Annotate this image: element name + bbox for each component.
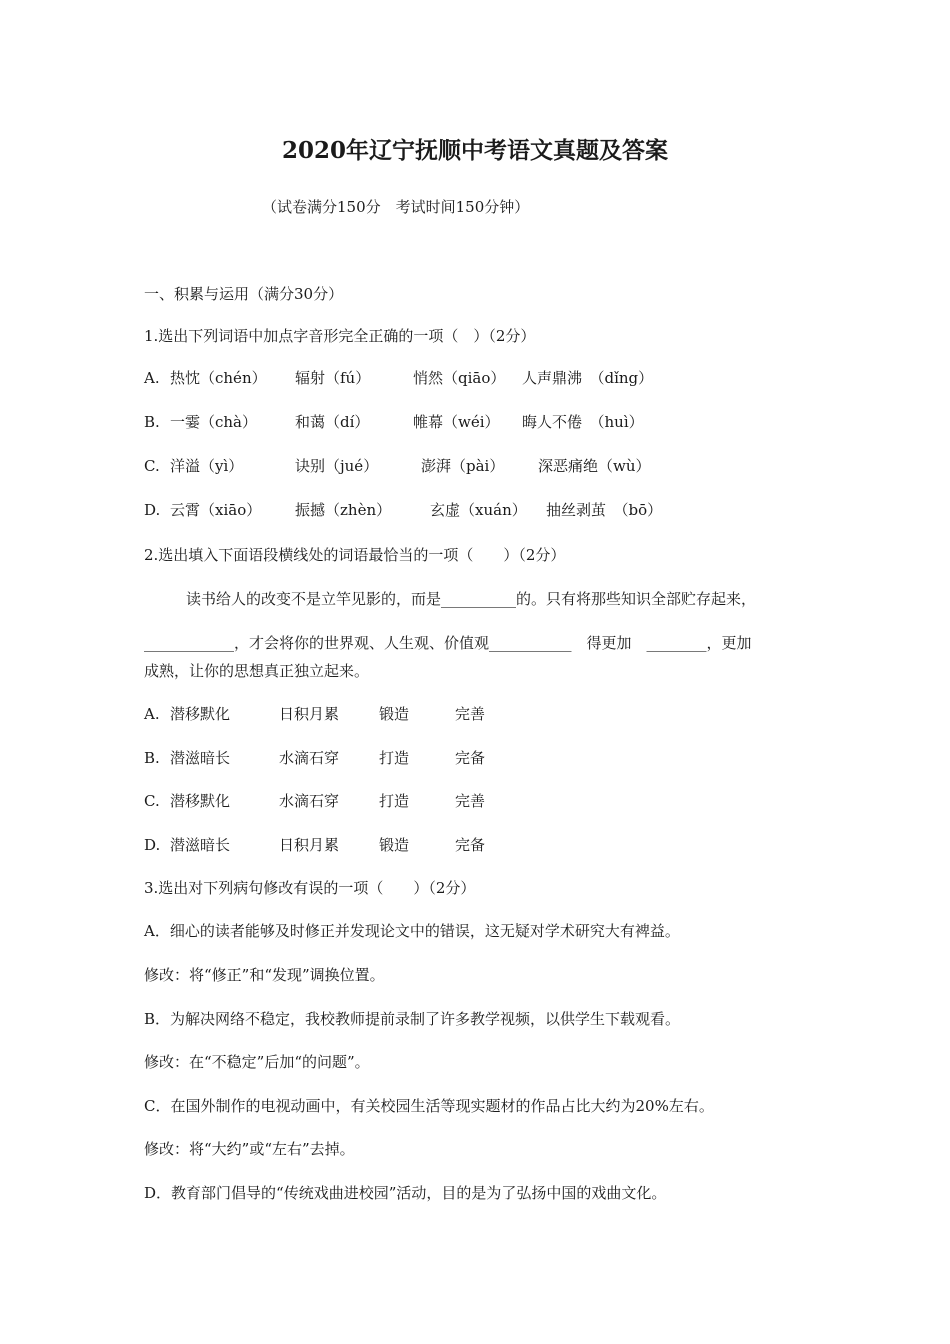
option-item: 深恶痛绝（wù） [538,457,651,475]
option-label: B. [144,749,160,767]
option-label: C. [144,792,160,810]
option-item: 抽丝剥茧 （bō） [546,501,663,519]
question-3-line: 修改：在“不稳定”后加“的问题”。 [144,1053,370,1071]
option-item: 诀别（jué） [295,457,379,475]
option-item: 水滴石穿 [279,792,340,810]
option-item: 潜滋暗长 [170,836,231,854]
option-item: 锻造 [379,705,410,723]
option-label: A. [144,369,160,387]
option-item: 帷幕（wéi） [413,413,500,431]
question-3-stem: 3.选出对下列病句修改有误的一项（ ）（2分） [144,879,476,897]
option-item: 潜移默化 [170,705,231,723]
option-item: 悄然（qiāo） [413,369,506,387]
option-label: A. [144,705,160,723]
question-3-line: D．教育部门倡导的“传统戏曲进校园”活动，目的是为了弘扬中国的戏曲文化。 [144,1184,667,1202]
option-item: 完善 [455,792,486,810]
question-3-line: C．在国外制作的电视动画中，有关校园生活等现实题材的作品占比大约为20%左右。 [144,1097,714,1115]
option-item: 打造 [379,749,410,767]
question-3-line: 修改：将“修正”和“发现”调换位置。 [144,966,385,984]
passage-line: ____________，才会将你的世界观、人生观、价值观___________ 得更加 ________，更加 [144,634,752,652]
option-item: 锻造 [379,836,410,854]
question-3-line: 修改：将“大约”或“左右”去掉。 [144,1140,355,1158]
question-3-line: B．为解决网络不稳定，我校教师提前录制了许多教学视频，以供学生下载观看。 [144,1010,681,1028]
option-item: 晦人不倦 （huì） [522,413,644,431]
page-subtitle: （试卷满分150分 考试时间150分钟） [262,198,530,216]
option-label: D. [144,501,161,519]
section-heading: 一、积累与运用（满分30分） [144,285,344,303]
option-item: 洋溢（yì） [170,457,244,475]
option-item: 人声鼎沸 （dǐng） [522,369,654,387]
option-item: 完善 [455,705,486,723]
option-label: D. [144,836,161,854]
option-item: 和蔼（dí） [295,413,370,431]
question-3-line: A．细心的读者能够及时修正并发现论文中的错误，这无疑对学术研究大有裨益。 [144,922,680,940]
page-title: 2020年辽宁抚顺中考语文真题及答案 [281,137,668,164]
option-item: 辐射（fú） [295,369,371,387]
option-item: 振撼（zhèn） [295,501,392,519]
passage-line: 成熟，让你的思想真正独立起来。 [144,662,370,680]
option-label: C. [144,457,160,475]
passage-line: 读书给人的改变不是立竿见影的，而是__________的。只有将那些知识全部贮存起来， [186,590,757,608]
option-label: B. [144,413,160,431]
option-item: 打造 [379,792,410,810]
option-item: 云霄（xiāo） [170,501,262,519]
option-item: 日积月累 [279,705,340,723]
option-item: 澎湃（pài） [421,457,505,475]
option-item: 日积月累 [279,836,340,854]
option-item: 潜移默化 [170,792,231,810]
question-2-stem: 2.选出填入下面语段横线处的词语最恰当的一项（ ）（2分） [144,546,566,564]
option-item: 玄虚（xuán） [430,501,527,519]
option-item: 完备 [455,749,486,767]
option-item: 完备 [455,836,486,854]
question-1-stem: 1.选出下列词语中加点字音形完全正确的一项（ ）（2分） [144,327,536,345]
option-item: 热忱（chén） [170,369,267,387]
option-item: 一霎（chà） [170,413,258,431]
option-item: 水滴石穿 [279,749,340,767]
option-item: 潜滋暗长 [170,749,231,767]
